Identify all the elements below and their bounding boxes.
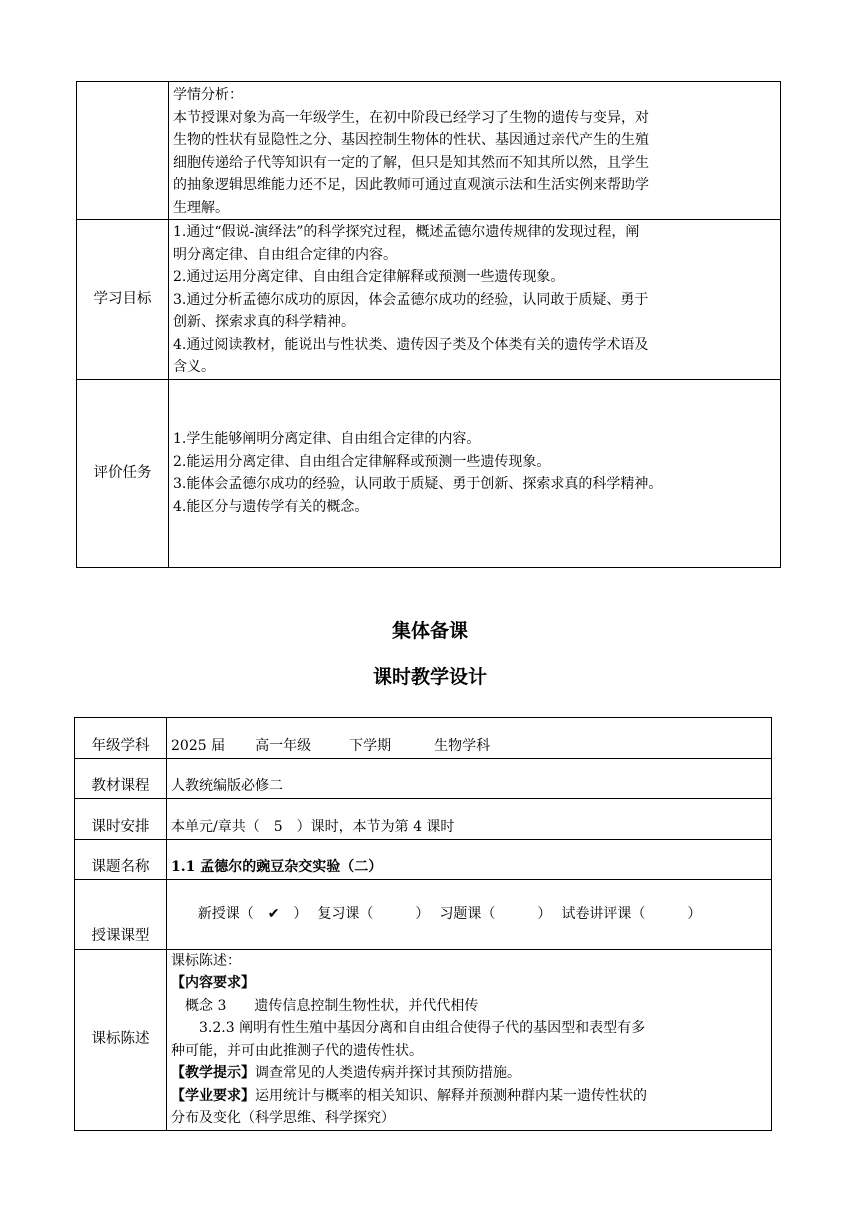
analysis-line: 细胞传递给子代等知识有一定的了解，但只是知其然而不知其所以然，且学生	[173, 154, 649, 171]
schedule-row	[75, 799, 772, 840]
analysis-row	[77, 82, 781, 220]
standard-row	[75, 949, 772, 1130]
analysis-line: 生物的性状有显隐性之分、基因控制生物体的性状、基因通过亲代产生的生殖	[173, 132, 649, 148]
grade-row	[75, 718, 772, 759]
evaluation-content-cell	[169, 379, 781, 567]
grade-label: 年级学科	[75, 718, 167, 759]
concept-line: 概念 3 遗传信息控制生物性状，并代代相传	[185, 997, 479, 1014]
topic-row	[75, 840, 772, 880]
textbook-label: 教材课程	[75, 759, 167, 799]
goal-line: 1.通过“假说-演绎法”的科学探究过程，概述孟德尔遗传规律的发现过程，阐	[173, 224, 640, 240]
grade-level: 高一年级	[255, 737, 312, 754]
goal-line: 明分离定律、自由组合定律的内容。	[173, 246, 397, 263]
type-row	[75, 880, 772, 950]
evaluation-line: 4.能区分与遗传学有关的概念。	[173, 498, 369, 515]
textbook-row	[75, 759, 772, 799]
standard-item-line: 种可能，并可由此推测子代的遗传性状。	[171, 1042, 423, 1059]
standard-item-line: 3.2.3 阐明有性生殖中基因分离和自由组合使得子代的基因型和表型有多	[199, 1020, 646, 1036]
standard-head: 课标陈述：	[171, 952, 241, 969]
goals-row	[77, 220, 781, 380]
type-new-lesson: 新授课（ ✔ ）	[197, 905, 308, 922]
standard-content-cell	[167, 949, 772, 1130]
academic-requirement-line	[171, 1085, 767, 1108]
grade-subject: 生物学科	[434, 737, 491, 754]
grade-term: 下学期	[349, 737, 392, 754]
main-title: 集体备课	[391, 620, 468, 642]
evaluation-label: 评价任务	[77, 379, 169, 567]
type-exam-review-lesson: 试卷讲评课（ ）	[561, 905, 702, 922]
grade-year: 2025 届	[171, 737, 226, 754]
analysis-line: 学情分析：	[173, 87, 243, 103]
analysis-line: 生理解。	[173, 199, 229, 216]
sub-title: 课时教学设计	[372, 666, 487, 688]
academic-requirement-line: 分布及变化（科学思维、科学探究）	[171, 1110, 395, 1126]
grade-value-cell	[167, 718, 772, 759]
topic-value: 1.1 孟德尔的豌豆杂交实验（二）	[167, 840, 772, 880]
content-requirement-heading: 【内容要求】	[171, 975, 255, 991]
teaching-hint-heading: 【教学提示】	[171, 1065, 255, 1081]
analysis-line: 的抽象逻辑思维能力还不足，因此教师可通过直观演示法和生活实例来帮助学	[173, 177, 649, 193]
goal-line: 2.通过运用分离定律、自由组合定律解释或预测一些遗传现象。	[173, 269, 565, 285]
evaluation-line: 2.能运用分离定律、自由组合定律解释或预测一些遗传现象。	[173, 453, 551, 470]
teaching-hint-line	[171, 1062, 767, 1085]
goals-label: 学习目标	[77, 220, 169, 380]
analysis-content-cell	[169, 82, 781, 220]
learning-design-table	[76, 81, 781, 568]
academic-requirement-heading: 【学业要求】	[171, 1087, 255, 1104]
schedule-value: 本单元/章共（ 5 ）课时，本节为第 4 课时	[167, 799, 772, 840]
evaluation-row	[77, 379, 781, 567]
type-review-lesson: 复习课（ ）	[317, 905, 430, 922]
goal-line: 4.通过阅读教材，能说出与性状类、遗传因子类及个体类有关的遗传学术语及	[173, 336, 649, 353]
analysis-line: 本节授课对象为高一年级学生，在初中阶段已经学习了生物的遗传与变异，对	[173, 109, 649, 126]
textbook-value: 人教统编版必修二	[167, 759, 772, 799]
academic-requirement-text: 运用统计与概率的相关知识、解释并预测种群内某一遗传性状的	[255, 1087, 647, 1104]
goal-line: 含义。	[173, 359, 215, 375]
teaching-hint-text: 调查常见的人类遗传病并探讨其预防措施。	[255, 1065, 521, 1081]
type-exercise-lesson: 习题课（ ）	[439, 905, 552, 922]
type-value-cell	[167, 880, 772, 950]
topic-label: 课题名称	[75, 840, 167, 880]
lesson-design-table	[74, 717, 772, 1131]
analysis-label-cell	[77, 82, 169, 220]
evaluation-line: 1.学生能够阐明分离定律、自由组合定律的内容。	[173, 431, 481, 447]
type-label: 授课课型	[75, 880, 167, 950]
goal-line: 3.通过分析孟德尔成功的原因，体会孟德尔成功的经验，认同敢于质疑、勇于	[173, 291, 649, 308]
schedule-label: 课时安排	[75, 799, 167, 840]
evaluation-line: 3.能体会孟德尔成功的经验，认同敢于质疑、勇于创新、探索求真的科学精神。	[173, 476, 663, 492]
goal-line: 创新、探索求真的科学精神。	[173, 314, 355, 330]
goals-content-cell	[169, 220, 781, 380]
standard-label: 课标陈述	[75, 949, 167, 1130]
